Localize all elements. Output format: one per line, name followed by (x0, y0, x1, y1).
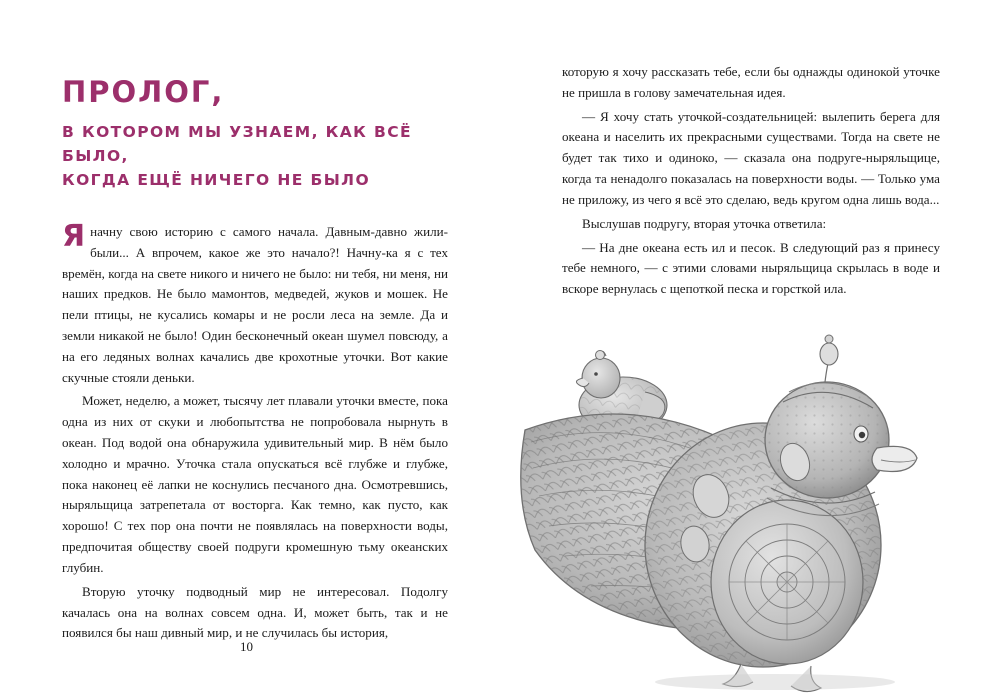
paragraph: Может, неделю, а может, тысячу лет плавали уточки вместе, пока одна из них от скуки и любопытства не попробовала нырнуть в океан. Под водой она обнаружила удивительный мир. В нём было холодно и мрачно. Уточка стала опускаться всё глубже и глубже, пока наконец её лапки не коснулись песчаного дна. Осмотревшись, ныряльщица затрепетала от восторга. Как темно, как пусто, как хорошо! С тех пор она почти не появлялась на поверхности воды, предпочитая обществу своей подруги кромешную тьму океанских глубин. (62, 393, 448, 575)
page-number: 10 (240, 639, 253, 654)
drop-cap: Я (62, 218, 86, 254)
right-page (500, 0, 1000, 695)
paragraph: Вторую уточку подводный мир не интересовал. Подолгу качалась она на волнах совсем одна. И, может быть, так и не появился бы наш дивный мир, и не случилась бы история, (62, 583, 448, 641)
page-title-line-2: В КОТОРОМ МЫ УЗНАЕМ, КАК ВСЁ БЫЛО, (62, 122, 412, 165)
page-title-line-1: ПРОЛОГ, (62, 75, 225, 110)
paragraph: — На дне океана есть ил и песок. В следующий раз я принесу тебе немного, — с этими словами ныряльщица скрылась в воде и вскоре вернулась с щепоткой песка и горсткой ила. (562, 239, 940, 297)
right-page-body (562, 62, 940, 300)
paragraph: Выслушав подругу, вторая уточка ответила: (582, 215, 827, 231)
paragraph: — Я хочу стать уточкой-создательницей: вылепить берега для океана и населить их прекрасными существами. Тогда на свете не будет так тихо и одиноко, — сказала она подруге-ныряльщице, когда та ненадолго показалась на поверхности воды. — Только ума не приложу, из чего я всё это сделаю, ведь кругом одна лишь вода... (562, 108, 940, 207)
paragraph (62, 218, 448, 389)
page-title-line-3: КОГДА ЕЩЁ НИЧЕГО НЕ БЫЛО (62, 170, 371, 189)
left-page-body (62, 218, 448, 644)
paragraph-text: начну свою историю с самого начала. Давным-давно жили-были... А впрочем, какое же это начало?! Начну-ка я с тех времён, когда на свете никого и ничего не было: ни тебя, ни меня, ни наших предков. Не было мамонтов, медведей, жуков и мошек. Не пели птицы, не кусались комары и не росли леса на земле. Да и земли никакой не было! Один бесконечный океан шумел повсюду, а на его ледяных волнах качались две крохотные уточки. Вот какие скучные стояли деньки. (62, 223, 448, 385)
paragraph: которую я хочу рассказать тебе, если бы однажды одинокой уточке не пришла в голову замечательная идея. (562, 64, 940, 100)
page-title (62, 77, 448, 191)
